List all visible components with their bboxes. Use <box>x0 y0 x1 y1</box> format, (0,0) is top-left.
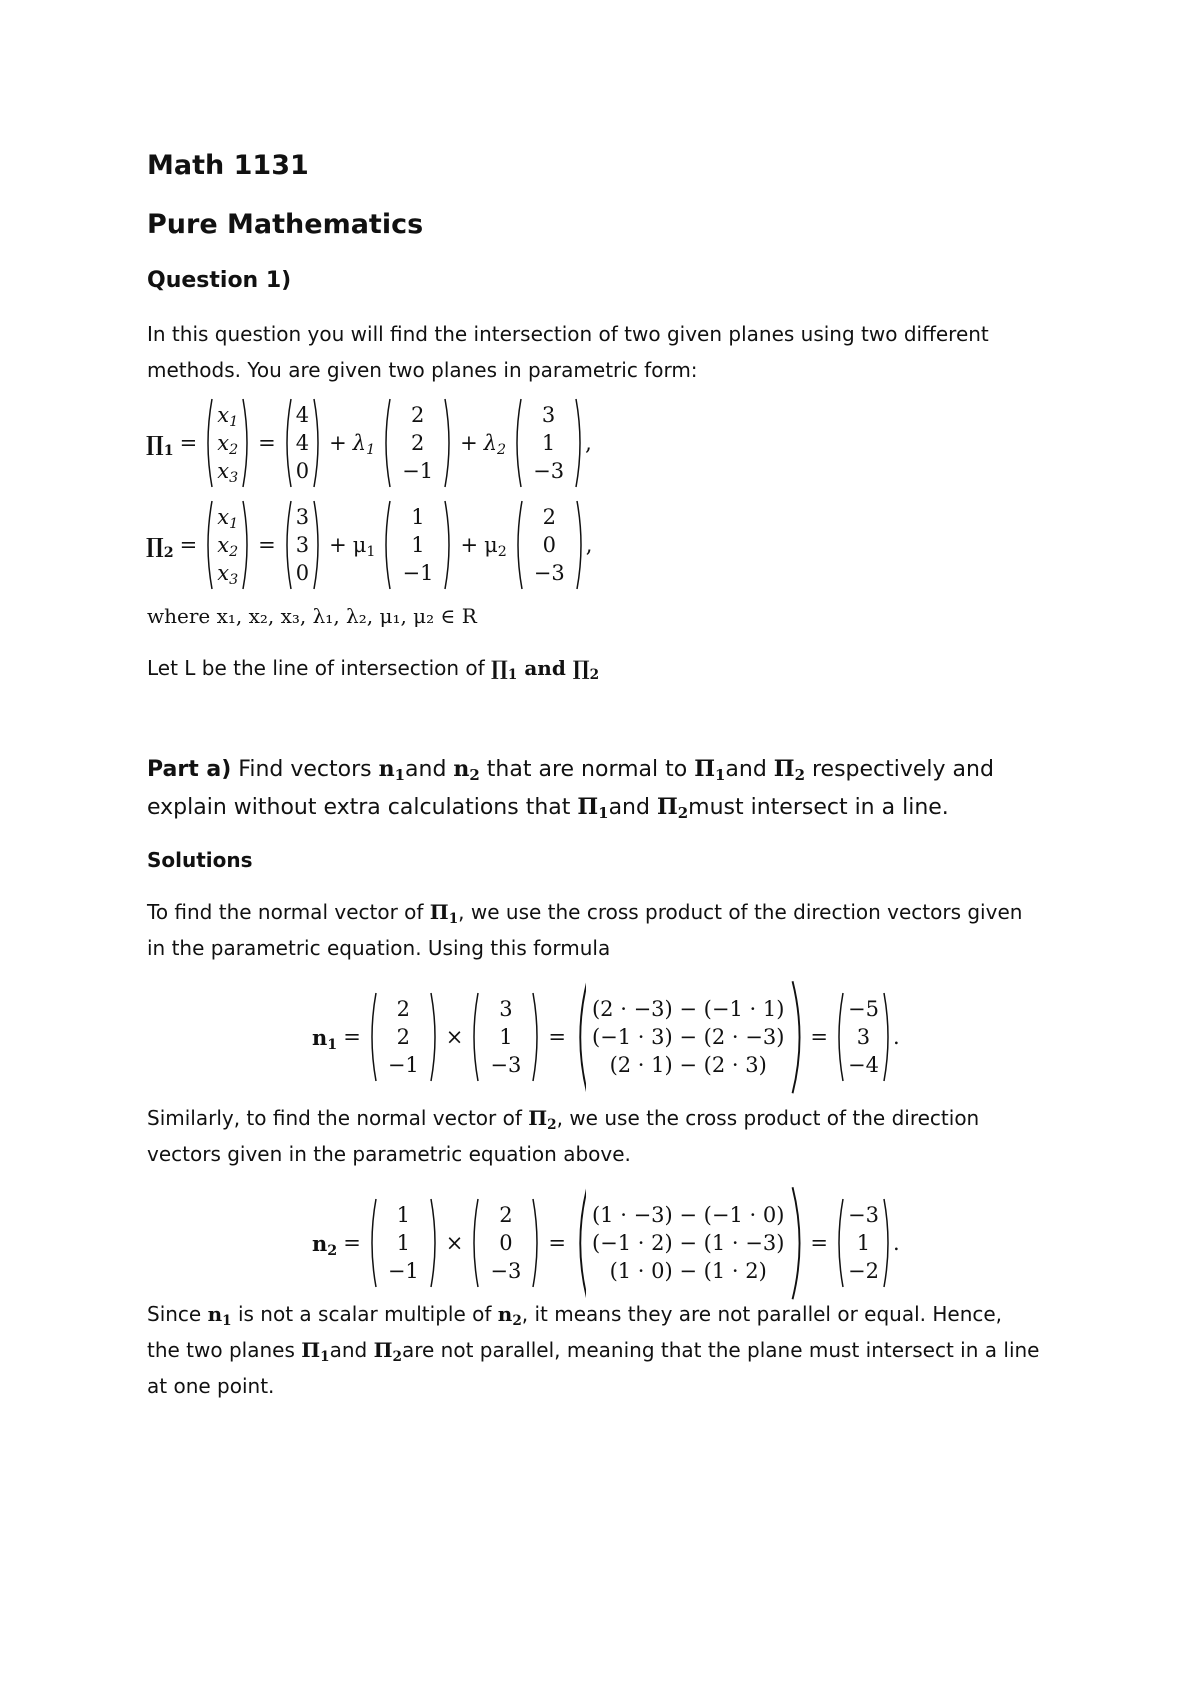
solutions-heading: Solutions <box>147 848 253 872</box>
n1-vector-b: 3 1 −3 <box>469 992 542 1082</box>
where-line: where x₁, x₂, x₃, λ₁, λ₂, μ₁, μ₂ ∈ R <box>147 604 477 628</box>
course-name: Pure Mathematics <box>147 209 424 240</box>
solution-1-line-2: in the parametric equation. Using this formula <box>147 936 611 960</box>
n1-vector-a: 2 2 −1 <box>367 992 440 1082</box>
n1-cross-product-equation: $n_1$ = 2 2 −1 × 3 1 −3 = (2 · −3) − (−1 · 1) (−1 · 3) − (2 · −3) (2 · 1) − (2 · 3) = −5 3 −4 . <box>312 980 900 1095</box>
solution-1-line-1: To find the normal vector of $\Pi_1$, we use the cross product of the direction vectors given <box>147 900 1023 927</box>
plane2-direction-1: 1 1 −1 <box>381 500 454 590</box>
plane1-point-vector: 4 4 0 <box>282 398 323 488</box>
part-a-label: Part a) <box>147 757 232 782</box>
part-a-line-1: Part a) Find vectors $n_1and$ $n_2$ that are normal to $\Pi_1and$ $\Pi_2$ respectively and <box>147 756 994 785</box>
conclusion-line-1: Since $n_1$ is not a scalar multiple of $n_2$, it means they are not parallel or equal. Hence, <box>147 1302 1003 1329</box>
plane2-x-vector: $x_1$ $x_2$ $x_3$ <box>203 500 252 590</box>
n2-expanded-vector: (1 · −3) − (−1 · 0) (−1 · 2) − (1 · −3) (1 · 0) − (1 · 2) <box>572 1186 804 1301</box>
plane2-equation: $\prod_2$ = $x_1$ $x_2$ $x_3$ = 3 3 0 + $\mu_1$ 1 1 −1 + $\mu_2$ 2 0 −3 , <box>146 500 592 590</box>
n2-lhs: $n_2$ <box>312 1230 338 1259</box>
plane2-direction-2: 2 0 −3 <box>513 500 586 590</box>
conclusion-line-2: the two planes $\Pi_1and$ $\Pi_2are$ not parallel, meaning that the plane must intersect in a line <box>147 1338 1040 1365</box>
plane1-lhs: $\prod_1$ <box>146 430 174 459</box>
n1-expanded-vector: (2 · −3) − (−1 · 1) (−1 · 3) − (2 · −3) (2 · 1) − (2 · 3) <box>572 980 804 1095</box>
plane2-param2: $\mu_2$ <box>484 533 507 560</box>
plane1-equation: $\prod_1$ = $x_1$ $x_2$ $x_3$ = 4 4 0 + $\lambda_1$ 2 2 −1 + $\lambda_2$ 3 1 −3 , <box>146 398 592 488</box>
conclusion-line-3: at one point. <box>147 1374 275 1398</box>
course-code: Math 1131 <box>147 150 309 181</box>
n1-lhs: $n_1$ <box>312 1024 338 1053</box>
plane2-param1: $\mu_1$ <box>352 533 376 560</box>
n2-vector-a: 1 1 −1 <box>367 1198 440 1288</box>
plane1-direction-1: 2 2 −1 <box>381 398 454 488</box>
part-a-line-2: explain without extra calculations that $\Pi_1and$ $\Pi_2must$ intersect in a line. <box>147 794 949 823</box>
plane1-x-vector: $x_1$ $x_2$ $x_3$ <box>203 398 252 488</box>
n1-result-vector: −5 3 −4 <box>834 992 893 1082</box>
plane1-direction-2: 3 1 −3 <box>512 398 585 488</box>
solution-2-line-1: Similarly, to find the normal vector of $\Pi_2$, we use the cross product of the direction <box>147 1106 980 1133</box>
plane1-param1: $\lambda_1$ <box>352 431 376 458</box>
let-line: Let L be the line of intersection of $\prod_1$ and $\prod_2$ <box>147 656 600 683</box>
n2-cross-product-equation: $n_2$ = 1 1 −1 × 2 0 −3 = (1 · −3) − (−1 · 0) (−1 · 2) − (1 · −3) (1 · 0) − (1 · 2) = −3 1 −2 . <box>312 1186 900 1301</box>
plane1-param2: $\lambda_2$ <box>483 431 507 458</box>
plane2-lhs: $\prod_2$ <box>146 532 174 561</box>
plane2-point-vector: 3 3 0 <box>282 500 323 590</box>
question-title: Question 1) <box>147 268 292 293</box>
n2-result-vector: −3 1 −2 <box>834 1198 893 1288</box>
n2-vector-b: 2 0 −3 <box>469 1198 542 1288</box>
intro-line-1: In this question you will find the intersection of two given planes using two different <box>147 322 989 346</box>
intro-line-2: methods. You are given two planes in parametric form: <box>147 358 698 382</box>
solution-2-line-2: vectors given in the parametric equation above. <box>147 1142 631 1166</box>
